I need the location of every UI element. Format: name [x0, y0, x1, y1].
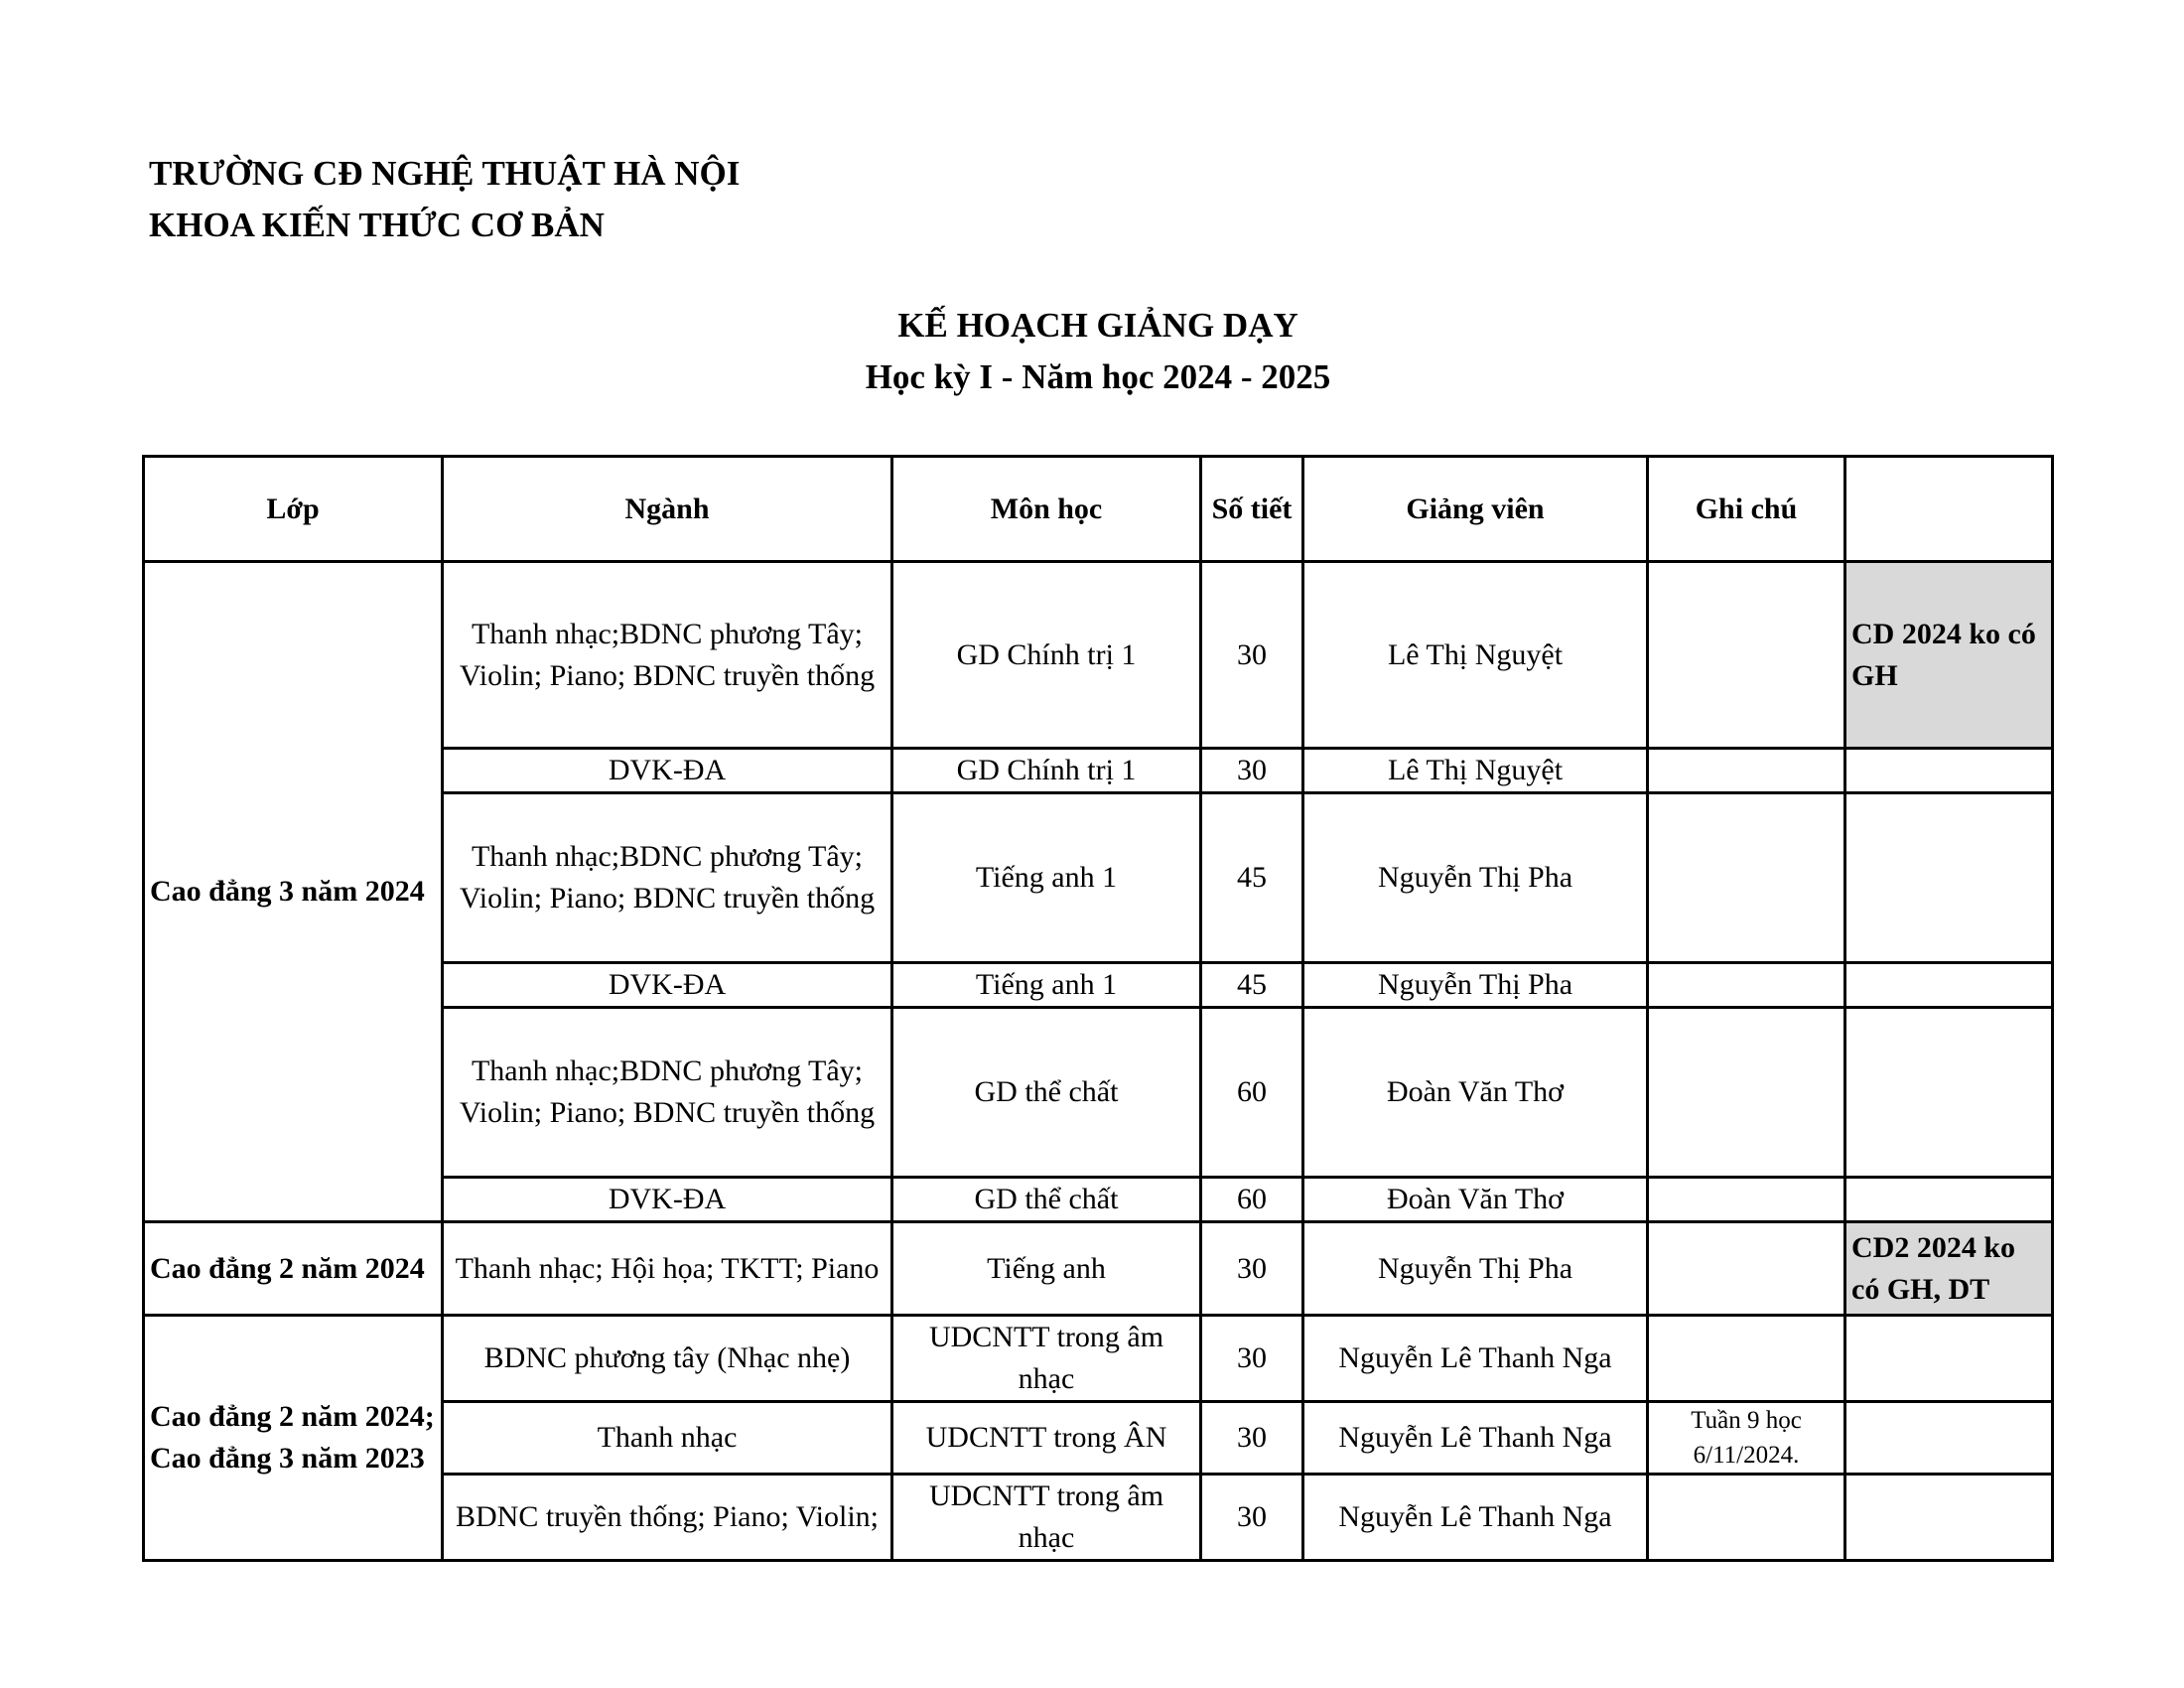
- gv-cell: Nguyễn Lê Thanh Nga: [1303, 1475, 1648, 1561]
- mon-cell: GD Chính trị 1: [892, 749, 1201, 793]
- nganh-cell: DVK-ĐA: [443, 963, 892, 1008]
- extra-cell: [1845, 1178, 2053, 1222]
- ghichu-cell: [1648, 562, 1845, 749]
- mon-cell: GD Chính trị 1: [892, 562, 1201, 749]
- tiet-cell: 45: [1201, 793, 1303, 963]
- class-cell: Cao đẳng 2 năm 2024; Cao đẳng 3 năm 2023: [144, 1316, 443, 1561]
- nganh-cell: Thanh nhạc;BDNC phương Tây; Violin; Piano; BDNC truyền thống: [443, 1008, 892, 1178]
- column-header: Giảng viên: [1303, 457, 1648, 562]
- ghichu-cell: [1648, 1222, 1845, 1316]
- doc-title: KẾ HOẠCH GIẢNG DẠY: [897, 306, 1298, 345]
- table-row: [144, 1316, 2053, 1402]
- tiet-cell: 60: [1201, 1008, 1303, 1178]
- doc-subtitle: Học kỳ I - Năm học 2024 - 2025: [865, 357, 1331, 396]
- gv-cell: Nguyễn Lê Thanh Nga: [1303, 1402, 1648, 1475]
- mon-cell: GD thể chất: [892, 1178, 1201, 1222]
- extra-cell: CD2 2024 ko có GH, DT: [1845, 1222, 2053, 1316]
- nganh-cell: DVK-ĐA: [443, 1178, 892, 1222]
- tiet-cell: 30: [1201, 1402, 1303, 1475]
- gv-cell: Nguyễn Thị Pha: [1303, 793, 1648, 963]
- column-header: [1845, 457, 2053, 562]
- nganh-cell: BDNC truyền thống; Piano; Violin;: [443, 1475, 892, 1561]
- tiet-cell: 30: [1201, 562, 1303, 749]
- tiet-cell: 30: [1201, 1316, 1303, 1402]
- mon-cell: Tiếng anh 1: [892, 793, 1201, 963]
- extra-cell: [1845, 749, 2053, 793]
- column-header: Số tiết: [1201, 457, 1303, 562]
- table-row: [144, 562, 2053, 749]
- mon-cell: Tiếng anh 1: [892, 963, 1201, 1008]
- extra-cell: [1845, 1402, 2053, 1475]
- column-header: Ngành: [443, 457, 892, 562]
- nganh-cell: BDNC phương tây (Nhạc nhẹ): [443, 1316, 892, 1402]
- mon-cell: UDCNTT trong âm nhạc: [892, 1475, 1201, 1561]
- ghichu-cell: [1648, 749, 1845, 793]
- nganh-cell: Thanh nhạc: [443, 1402, 892, 1475]
- tiet-cell: 30: [1201, 1475, 1303, 1561]
- mon-cell: UDCNTT trong âm nhạc: [892, 1316, 1201, 1402]
- extra-cell: [1845, 1008, 2053, 1178]
- column-header: Môn học: [892, 457, 1201, 562]
- gv-cell: Lê Thị Nguyệt: [1303, 562, 1648, 749]
- school-name: TRƯỜNG CĐ NGHỆ THUẬT HÀ NỘI: [149, 154, 741, 193]
- extra-cell: [1845, 1316, 2053, 1402]
- mon-cell: GD thể chất: [892, 1008, 1201, 1178]
- tiet-cell: 60: [1201, 1178, 1303, 1222]
- tiet-cell: 45: [1201, 963, 1303, 1008]
- teaching-plan-table: [142, 455, 2054, 1562]
- mon-cell: Tiếng anh: [892, 1222, 1201, 1316]
- ghichu-cell: Tuần 9 học 6/11/2024.: [1648, 1402, 1845, 1475]
- column-header: Lớp: [144, 457, 443, 562]
- gv-cell: Đoàn Văn Thơ: [1303, 1178, 1648, 1222]
- extra-cell: [1845, 963, 2053, 1008]
- class-cell: Cao đẳng 2 năm 2024: [144, 1222, 443, 1316]
- nganh-cell: Thanh nhạc;BDNC phương Tây; Violin; Piano; BDNC truyền thống: [443, 562, 892, 749]
- ghichu-cell: [1648, 1178, 1845, 1222]
- extra-cell: CD 2024 ko có GH: [1845, 562, 2053, 749]
- nganh-cell: DVK-ĐA: [443, 749, 892, 793]
- ghichu-cell: [1648, 963, 1845, 1008]
- table-row: [144, 1222, 2053, 1316]
- class-cell: Cao đẳng 3 năm 2024: [144, 562, 443, 1222]
- gv-cell: Đoàn Văn Thơ: [1303, 1008, 1648, 1178]
- ghichu-cell: [1648, 1475, 1845, 1561]
- gv-cell: Nguyễn Thị Pha: [1303, 1222, 1648, 1316]
- gv-cell: Nguyễn Thị Pha: [1303, 963, 1648, 1008]
- tiet-cell: 30: [1201, 749, 1303, 793]
- ghichu-cell: [1648, 1316, 1845, 1402]
- gv-cell: Nguyễn Lê Thanh Nga: [1303, 1316, 1648, 1402]
- faculty-name: KHOA KIẾN THỨC CƠ BẢN: [149, 206, 605, 244]
- gv-cell: Lê Thị Nguyệt: [1303, 749, 1648, 793]
- extra-cell: [1845, 1475, 2053, 1561]
- mon-cell: UDCNTT trong ÂN: [892, 1402, 1201, 1475]
- nganh-cell: Thanh nhạc; Hội họa; TKTT; Piano: [443, 1222, 892, 1316]
- extra-cell: [1845, 793, 2053, 963]
- nganh-cell: Thanh nhạc;BDNC phương Tây; Violin; Piano; BDNC truyền thống: [443, 793, 892, 963]
- ghichu-cell: [1648, 1008, 1845, 1178]
- ghichu-cell: [1648, 793, 1845, 963]
- column-header: Ghi chú: [1648, 457, 1845, 562]
- tiet-cell: 30: [1201, 1222, 1303, 1316]
